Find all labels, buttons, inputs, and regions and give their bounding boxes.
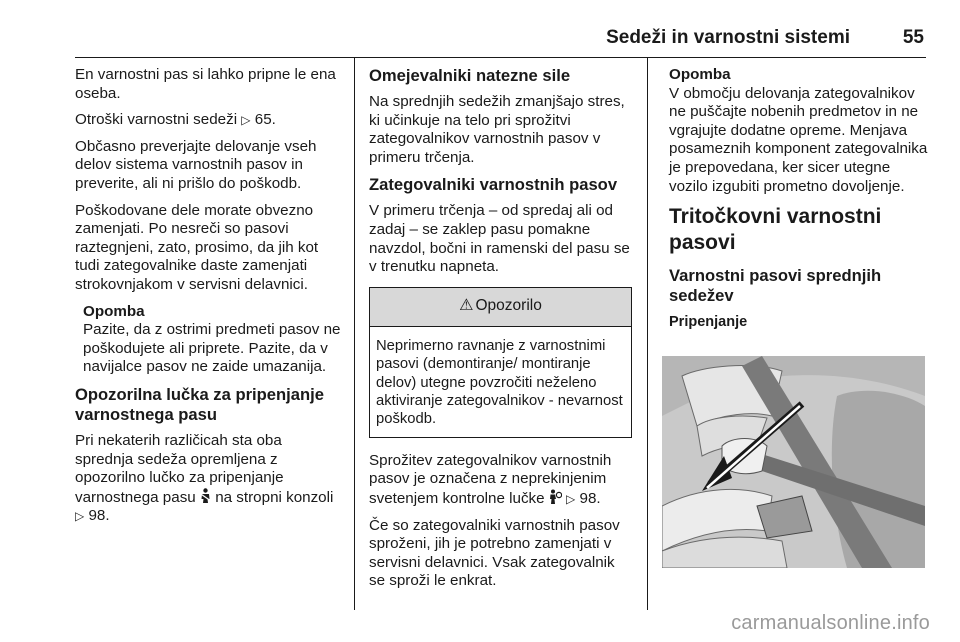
paragraph-text: Pri nekaterih različicah sta oba sprednja sedeža opremljena z opozorilno lučko za pripenjanje varnostnega pasu [75, 431, 284, 506]
warning-triangle-icon: ⚠ [459, 297, 474, 315]
column-divider-1 [354, 58, 355, 610]
paragraph: V primeru trčenja – od spredaj ali od zadaj – se zaklep pasu pomakne navzdol, bočni in ramenski del pasu se v trenutku napneta. [369, 202, 630, 276]
column-3 [669, 66, 933, 347]
warning-text: Neprimerno ravnanje z varnostnimi pasovi (demontiranje/ montiranje delov) utegne povzročiti neželeno aktiviranje zategovalnikov - nevarnost poškodb. [376, 337, 623, 428]
note-block [75, 303, 341, 377]
paragraph-text: na stropni konzoli [210, 488, 334, 506]
note-text: Pazite, da z ostrimi predmeti pasov ne poškodujete ali priprete. Pazite, da v navijalce pasov ne zaide umazanija. [83, 321, 341, 376]
page-ref-icon: ▷ [566, 491, 576, 506]
paragraph [75, 111, 341, 130]
note-block [669, 66, 933, 196]
watermark: carmanualsonline.info [731, 612, 930, 634]
warning-title: Opozorilo [475, 297, 542, 315]
section-heading: Omejevalniki natezne sile [369, 66, 571, 85]
paragraph: En varnostni pas si lahko pripne le ena oseba. [75, 66, 336, 102]
page-number: 55 [902, 27, 924, 48]
note-title: Opomba [669, 66, 731, 83]
seatbelt-warning-icon [200, 488, 211, 504]
page-reference[interactable]: 65. [254, 111, 276, 129]
column-divider-2 [647, 58, 648, 610]
page-reference[interactable]: 98. [579, 489, 601, 507]
paragraph: Občasno preverjajte delovanje vseh delov sistema varnostnih pasov in preverite, ali ni prišlo do poškodb. [75, 137, 317, 192]
section-heading: Varnostni pasovi sprednjih sedežev [669, 266, 882, 306]
section-heading: Zategovalniki varnostnih pasov [369, 175, 618, 195]
header-divider [75, 57, 926, 58]
paragraph-text: Sprožitev zategovalnikov varnostnih pasov je označena z neprekinjenim svetenjem kontrolne lučke [369, 451, 612, 507]
page-reference[interactable]: 98. [88, 507, 110, 525]
page-ref-icon: ▷ [241, 113, 251, 128]
page-ref-icon: ▷ [75, 509, 85, 524]
paragraph [369, 452, 632, 509]
page-header-title: Sedeži in varnostni sistemi [606, 27, 850, 48]
subsection-heading: Pripenjanje [669, 314, 748, 331]
airbag-pretensioner-icon [549, 489, 562, 505]
seatbelt-buckling-illustration [662, 356, 925, 568]
column-1 [75, 66, 341, 534]
warning-box [369, 287, 632, 438]
section-heading: Opozorilna lučka za pripenjanje varnostnega pasu [75, 384, 324, 424]
paragraph [75, 432, 341, 526]
warning-header [370, 288, 631, 327]
paragraph: Če so zategovalniki varnostnih pasov sproženi, jih je potrebno zamenjati v servisni delavnici. Vsak zategovalnik se sproži le enkrat. [369, 516, 620, 590]
note-text: V območju delovanja zategovalnikov ne puščajte nobenih predmetov in ne vgrajujte dodatne opreme. Menjava posameznih komponent zategovalnika je prepovedana, ker sicer utegne vozilo izgubiti prometno dovoljenje. [669, 84, 928, 195]
paragraph-text: Otroški varnostni sedeži [75, 111, 242, 129]
paragraph: Na sprednjih sedežih zmanjšajo stres, ki učinkuje na telo pri sprožitvi zategovalnikov varnostnih pasov v primeru trčenja. [369, 93, 625, 166]
paragraph: Poškodovane dele morate obvezno zamenjati. Po nesreči so pasovi raztegnjeni, zato, prosimo, da jih kot tudi zategovalnike daste zamenjati strokovnjakom v servisni delavnici. [75, 201, 319, 293]
note-title: Opomba [83, 302, 145, 320]
chapter-heading: Tritočkovni varnostni pasovi [669, 205, 882, 255]
column-2 [369, 66, 632, 599]
